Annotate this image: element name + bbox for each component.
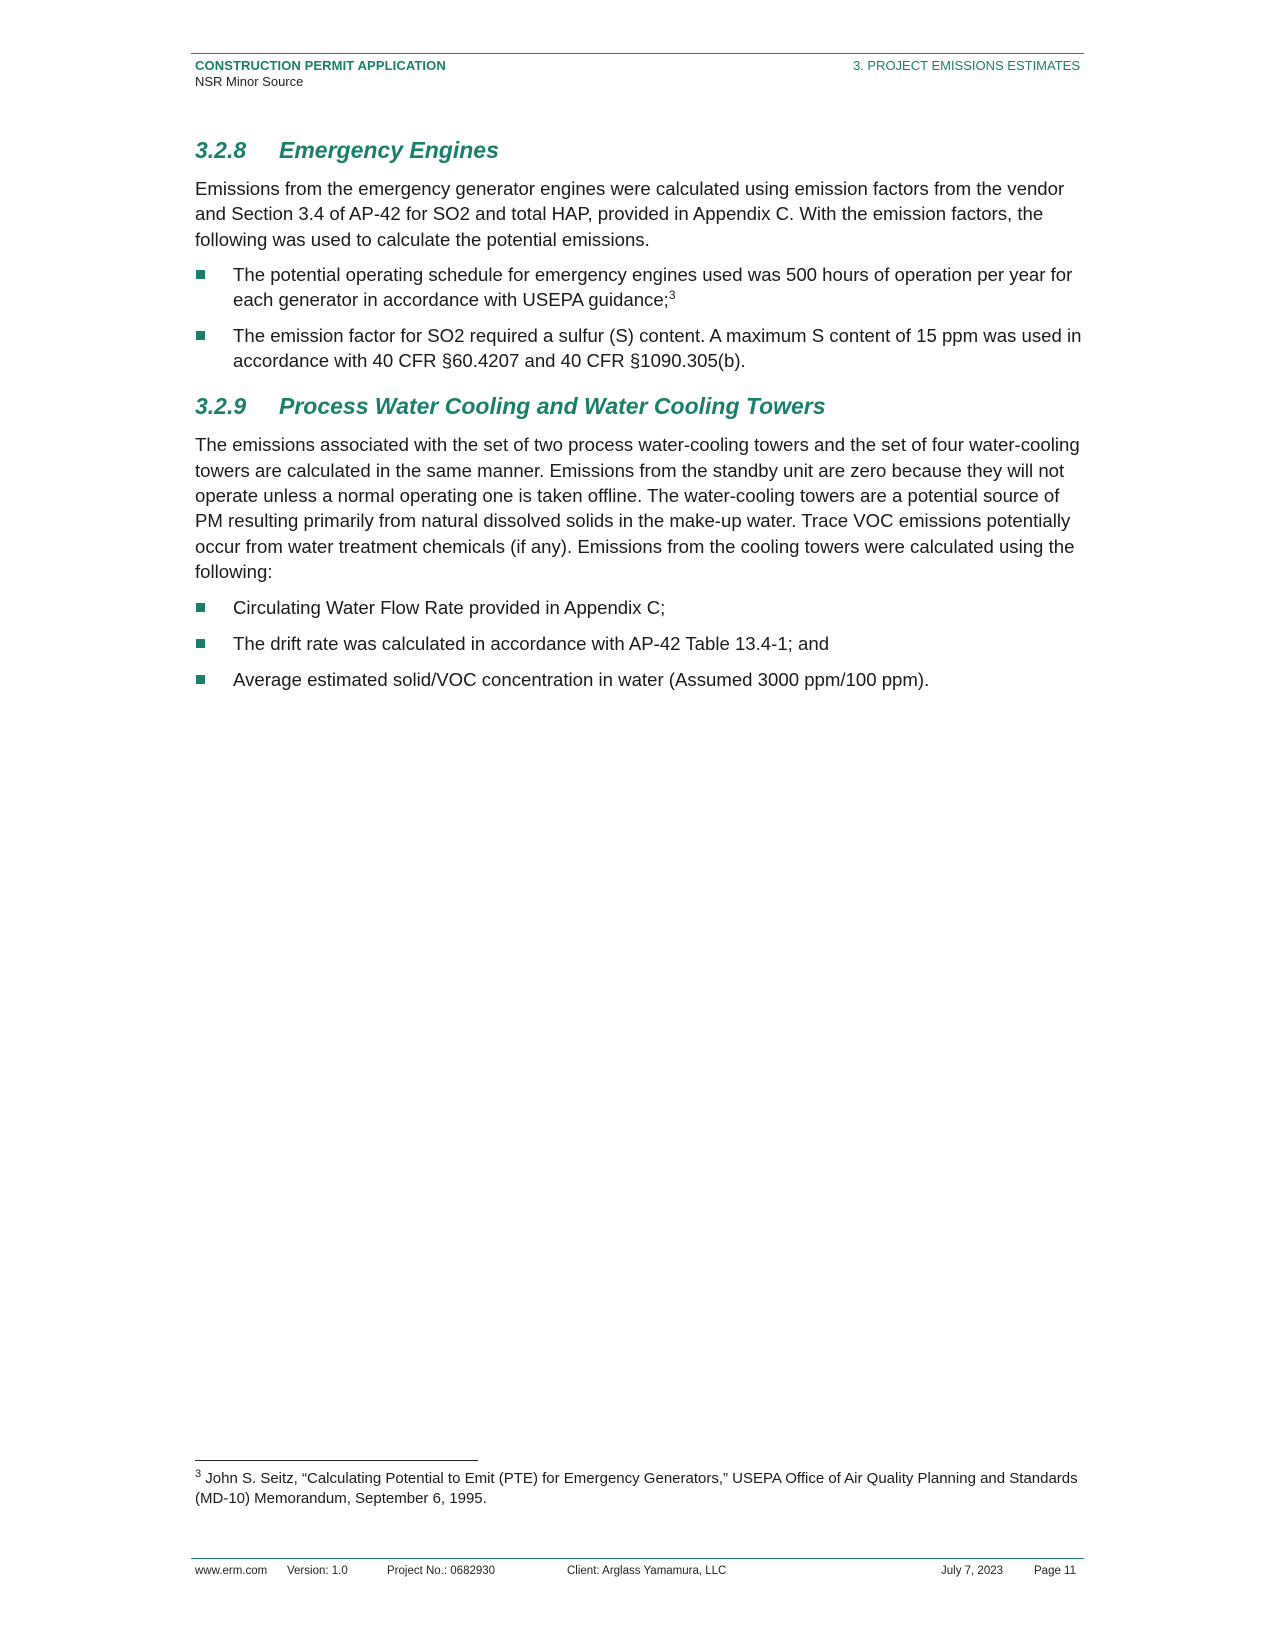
main-content xyxy=(195,137,1085,703)
page-header xyxy=(191,53,1084,89)
list-item xyxy=(195,262,1085,312)
list-item xyxy=(195,667,1085,692)
footnote-number: 3 xyxy=(195,1468,202,1480)
footnote xyxy=(195,1469,1085,1508)
document-subtitle: NSR Minor Source xyxy=(195,74,304,89)
list-item xyxy=(195,595,1085,620)
section-heading-3-2-9 xyxy=(195,393,1085,420)
list-item-text: The drift rate was calculated in accordance with AP-42 Table 13.4-1; and xyxy=(233,632,830,654)
section-number: 3.2.8 xyxy=(195,137,247,163)
list-item xyxy=(195,323,1085,373)
footer-client: Client: Arglass Yamamura, LLC xyxy=(567,1565,727,1577)
section-number: 3.2.9 xyxy=(195,393,247,420)
footnote-text: John S. Seitz, “Calculating Potential to Emit (PTE) for Emergency Generators,” USEPA Office of Air Quality Planning and Standards (MD-10) Memorandum, September 6, 1995. xyxy=(195,1470,1078,1507)
square-bullet-icon xyxy=(196,675,205,684)
document-title: CONSTRUCTION PERMIT APPLICATION xyxy=(195,58,446,73)
square-bullet-icon xyxy=(196,603,205,612)
section-paragraph: Emissions from the emergency generator engines were calculated using emission factors from the vendor and Section 3.4 of AP-42 for SO2 and total HAP, provided in Appendix C. With the emission factors, the following was used to calculate the potential emissions. xyxy=(195,178,1065,250)
list-item-text: The potential operating schedule for emergency engines used was 500 hours of operation per year for each generator in accordance with USEPA guidance; xyxy=(233,264,1073,311)
bullet-list xyxy=(195,262,1085,373)
list-item-text: Circulating Water Flow Rate provided in Appendix C; xyxy=(233,596,666,618)
square-bullet-icon xyxy=(196,270,205,279)
list-item xyxy=(195,631,1085,656)
section-title: Process Water Cooling and Water Cooling Towers xyxy=(279,393,826,420)
header-left xyxy=(195,58,446,89)
footer-project-number: Project No.: 0682930 xyxy=(387,1565,496,1577)
list-item-text: Average estimated solid/VOC concentration in water (Assumed 3000 ppm/100 ppm). xyxy=(233,668,930,690)
section-heading-3-2-8 xyxy=(195,137,1085,164)
footer-version: Version: 1.0 xyxy=(287,1565,348,1577)
footer-page-number: Page 11 xyxy=(1034,1565,1076,1577)
section-paragraph: The emissions associated with the set of two process water-cooling towers and the set of four water-cooling towers are calculated in the same manner. Emissions from the standby unit are zero because they will not operate unless a normal operating one is taken offline. The water-cooling towers are a potential source of PM resulting primarily from natural dissolved solids in the make-up water. Trace VOC emissions potentially occur from water treatment chemicals (if any). Emissions from the cooling towers were calculated using the following: xyxy=(195,434,1080,583)
square-bullet-icon xyxy=(196,331,205,340)
footer-date: July 7, 2023 xyxy=(941,1565,1004,1577)
section-title: Emergency Engines xyxy=(279,137,499,163)
square-bullet-icon xyxy=(196,639,205,648)
bullet-list xyxy=(195,595,1085,692)
footnote-reference[interactable]: 3 xyxy=(668,288,676,303)
footer-website-link[interactable]: www.erm.com xyxy=(195,1565,268,1577)
list-item-text: The emission factor for SO2 required a sulfur (S) content. A maximum S content of 15 ppm was used in accordance with 40 CFR §60.4207 and 40 CFR §1090.305(b). xyxy=(233,325,1082,372)
page-footer xyxy=(191,1558,1084,1589)
chapter-title: 3. PROJECT EMISSIONS ESTIMATES xyxy=(852,58,1080,73)
footnote-divider xyxy=(195,1460,478,1461)
